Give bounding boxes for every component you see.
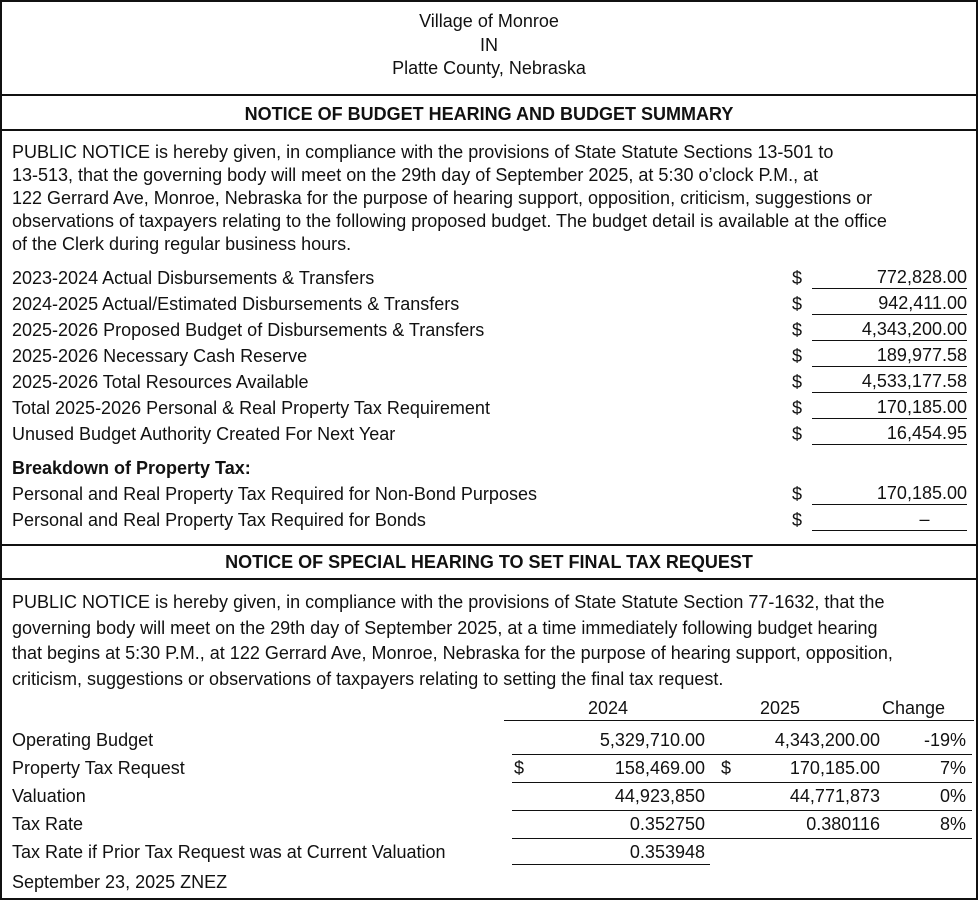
tax-row-2025: 4,343,200.00 [774,730,880,750]
budget-row-amount: 170,185.00 [812,396,967,419]
divider [2,578,976,580]
row-underline [512,864,710,865]
footer-date-code: September 23, 2025 ZNEZ [12,872,228,892]
budget-row-label: Total 2025-2026 Personal & Real Property Tax Requirement [12,398,490,418]
currency-symbol: $ [514,758,525,778]
tax-row-2025: 0.380116 [806,814,880,834]
tax-row-change: -19% [923,730,966,750]
tax-row-label: Tax Rate if Prior Tax Request was at Current Valuation [12,842,446,862]
breakdown-row-label: Personal and Real Property Tax Required for Bonds [12,510,426,530]
budget-row-amount: 189,977.58 [812,344,967,367]
notice-footer [12,868,972,896]
paragraph-line: 13-513, that the governing body will meet on the 29th day of September 2025, at 5:30 o’clock P.M., at [12,165,819,185]
budget-notice-paragraph [12,141,970,256]
tax-row-2024: 0.353948 [629,842,705,862]
paragraph-line: observations of taxpayers relating to the following proposed budget. The budget detail is available at the office [12,211,887,231]
budget-row [12,422,970,446]
currency-symbol: $ [792,346,803,366]
budget-row-label: Unused Budget Authority Created For Next Year [12,424,396,444]
tax-row-change: 7% [939,758,966,778]
budget-row [12,318,970,342]
tax-table-row [12,810,972,838]
tax-table-row [12,838,972,866]
breakdown-row [12,482,970,506]
budget-notice-title: NOTICE OF BUDGET HEARING AND BUDGET SUMMARY [244,104,734,124]
county-state: Platte County, Nebraska [392,58,586,78]
budget-row [12,370,970,394]
budget-row-amount: 4,343,200.00 [812,318,967,341]
currency-symbol: $ [792,268,803,288]
column-header-2024: 2024 [588,698,629,718]
currency-symbol: $ [721,758,732,778]
budget-row-label: 2025-2026 Proposed Budget of Disbursements & Transfers [12,320,485,340]
budget-row [12,292,970,316]
tax-row-2025: 44,771,873 [789,786,880,806]
notice-header [2,2,976,94]
breakdown-row-amount: – [812,508,967,531]
budget-row-label: 2025-2026 Total Resources Available [12,372,309,392]
budget-row-label: 2024-2025 Actual/Estimated Disbursements & Transfers [12,294,460,314]
budget-row-amount: 4,533,177.58 [812,370,967,393]
tax-row-2024: 5,329,710.00 [599,730,705,750]
tax-row-2024: 44,923,850 [614,786,705,806]
divider [2,544,976,546]
divider [2,129,976,131]
currency-symbol: $ [792,424,803,444]
currency-symbol: $ [792,372,803,392]
paragraph-line: PUBLIC NOTICE is hereby given, in compliance with the provisions of State Statute Section 77-1632, that the [12,592,885,612]
paragraph-line: that begins at 5:30 P.M., at 122 Gerrard Ave, Monroe, Nebraska for the purpose of hearing support, opposition, [12,643,893,663]
currency-symbol: $ [792,320,803,340]
divider [2,94,976,96]
column-header-change: Change [882,698,946,718]
paragraph-line: criticism, suggestions or observations of taxpayers relating to setting the final tax request. [12,668,724,689]
tax-table-row [12,726,972,754]
paragraph-line: PUBLIC NOTICE is hereby given, in compliance with the provisions of State Statute Sections 13-501 to [12,142,834,162]
tax-row-2024: 0.352750 [629,814,705,834]
breakdown-row [12,508,970,532]
special-notice-title: NOTICE OF SPECIAL HEARING TO SET FINAL TAX REQUEST [225,552,753,572]
budget-row-label: 2025-2026 Necessary Cash Reserve [12,346,308,366]
tax-row-2024: 158,469.00 [614,758,705,778]
tax-table-header [504,696,974,721]
tax-row-label: Tax Rate [12,814,84,834]
paragraph-line: 122 Gerrard Ave, Monroe, Nebraska for the purpose of hearing support, opposition, criticism, suggestions or [12,188,873,208]
currency-symbol: $ [792,294,803,314]
special-notice-paragraph [12,590,970,692]
breakdown-row-label: Personal and Real Property Tax Required for Non-Bond Purposes [12,484,537,504]
budget-row-amount: 942,411.00 [812,292,967,315]
tax-table-row [12,754,972,782]
header-in: IN [480,34,498,55]
paragraph-line: governing body will meet on the 29th day of September 2025, at a time immediately following budget hearing [12,617,878,638]
currency-symbol: $ [792,398,803,418]
breakdown-title [12,456,970,480]
tax-row-label: Property Tax Request [12,758,185,778]
tax-row-label: Operating Budget [12,730,154,750]
budget-row [12,266,970,290]
budget-row [12,344,970,368]
breakdown-row-amount: 170,185.00 [812,482,967,505]
budget-row-label: 2023-2024 Actual Disbursements & Transfers [12,268,375,288]
tax-row-change: 8% [939,814,966,834]
currency-symbol: $ [792,484,803,504]
tax-row-change: 0% [939,786,966,806]
budget-row-amount: 772,828.00 [812,266,967,289]
tax-row-label: Valuation [12,786,86,806]
breakdown-title-text: Breakdown of Property Tax: [12,458,251,478]
column-header-2025: 2025 [760,698,801,718]
paragraph-line: of the Clerk during regular business hours. [12,234,352,254]
currency-symbol: $ [792,510,803,530]
tax-table-row [12,782,972,810]
budget-row [12,396,970,420]
tax-row-2025: 170,185.00 [789,758,880,778]
budget-row-amount: 16,454.95 [812,422,967,445]
municipality-name: Village of Monroe [419,11,559,31]
